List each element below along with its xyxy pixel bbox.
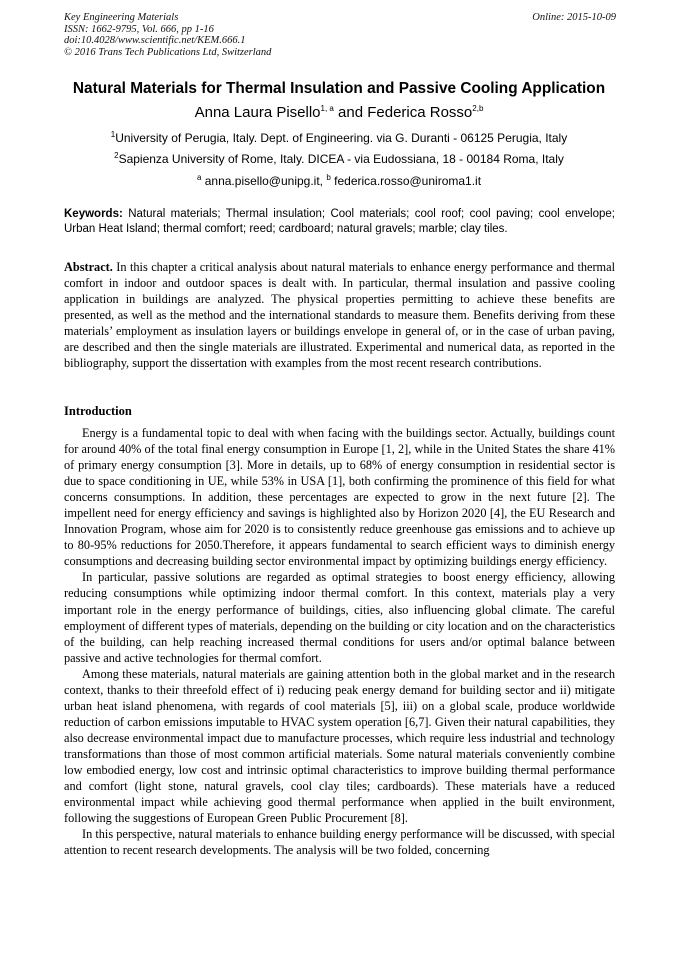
intro-paragraph-2: In particular, passive solutions are regarded as optimal strategies to boost energy efficiency, allowing reducing consumptions while optimizing indoor thermal comfort. In this context, materials play a very important role in the energy performance of buildings, cities, also influencing global climate. The careful employment of different types of materials, depending on the building or city location and on the characteristics of the building, can help reaching increased thermal conditions for users and/or optimal balance between passive and active technologies for thermal comfort.: [64, 570, 615, 665]
affiliation-2-text: Sapienza University of Rome, Italy. DICEA - via Eudossiana, 18 - 00184 Roma, Italy: [118, 152, 564, 166]
journal-info: [64, 12, 344, 58]
email-a-mark: a: [196, 173, 202, 182]
doi: doi:10.4028/www.scientific.net/KEM.666.1: [64, 35, 246, 46]
introduction-heading: Introduction: [64, 404, 132, 418]
affiliation-1: [40, 131, 638, 145]
email-rosso[interactable]: federica.rosso@uniroma1.it: [330, 174, 482, 188]
author-line: [40, 104, 638, 122]
affiliation-1-mark: 1: [110, 130, 116, 139]
author-rosso-affil: 2,b: [472, 104, 484, 113]
intro-paragraph-1: Energy is a fundamental topic to deal with when facing with the buildings sector. Actually, buildings count for around 40% of the total final energy consumption in Europe [1, 2], while in the United States the share 41% of primary energy consumption [3]. More in details, up to 68% of energy consumption in residential sector is due to space conditioning in UE, while 53% in USA [1], both confirming the prominence of this field for what concerns consumptions. In addition, these percentages are expected to grow in the next future [2]. The impellent need for energy efficiency and savings is highlighted also by Horizon 2020 [4], the EU Research and Innovation Program, whose aim for 2020 is to consistently reduce greenhouse gas emissions and to achieve up to 80-95% reductions for 2050.Therefore, it appears fundamental to search efficient ways to diminish energy consumptions and decreasing building sector environmental impact by optimizing buildings energy efficiency.: [64, 426, 615, 569]
abstract: [64, 259, 615, 371]
issn: ISSN: 1662-9795, Vol. 666, pp 1-16: [64, 23, 214, 35]
keywords-label: Keywords:: [64, 208, 123, 220]
email-b-mark: b: [326, 173, 331, 182]
paper-title: Natural Materials for Thermal Insulation and Passive Cooling Application: [72, 80, 606, 97]
keywords: [64, 207, 615, 237]
affiliation-2-mark: 2: [114, 151, 119, 160]
introduction-body: [64, 425, 615, 858]
email-line: [40, 174, 638, 188]
intro-paragraph-3: Among these materials, natural materials are gaining attention both in the global market and in the research context, thanks to their threefold effect of i) reducing peak energy demand for building sector and ii) mitigate urban heat island phenomena, with regards of cool materials [5], iii) on a global scale, produce worldwide reduction of carbon emissions imputable to HVAC system operation [6,7]. Given their natural capabilities, they also decrease environmental impact due to manufacture processes, which require less industrial and technology transformations than those of most common artificial materials. Some natural materials conveniently combine low embodied energy, low cost and intrinsic optimal characteristics to improve building thermal performance and comfort (light stone, natural gravels, cool clay tiles; cardboards). These materials have a reduced environmental impact while achieving good thermal performance when applied in the built environment, following the suggestions of European Green Public Procurement [8].: [64, 666, 615, 826]
online-date: Online: 2015-10-09: [532, 12, 616, 23]
author-connector: and: [333, 104, 368, 121]
author-rosso: Federica Rosso: [367, 104, 473, 121]
abstract-label: Abstract.: [64, 260, 113, 274]
abstract-text: In this chapter a critical analysis about natural materials to enhance energy performance and thermal comfort in indoor and outdoor spaces is dealt with. In particular, thermal insulation and passive cooling application in buildings are analyzed. The physical properties permitting to achieve these benefits are presented, as well as the method and the international standards to measure them. Benefits deriving from these materials’ employment as insulation layers or buildings envelope in general of, or in the case of urban paving, are described and then the single materials are illustrated. Experimental and numerical data, as reported in the bibliography, support the dissertation with examples from the most recent research contributions.: [64, 260, 615, 371]
affiliation-2: [40, 152, 638, 166]
email-pisello[interactable]: anna.pisello@unipg.it,: [201, 174, 327, 188]
copyright: © 2016 Trans Tech Publications Ltd, Switzerland: [64, 46, 272, 58]
affiliation-1-text: University of Perugia, Italy. Dept. of Engineering. via G. Duranti - 06125 Perugia, Italy: [115, 131, 568, 145]
keywords-text: Natural materials; Thermal insulation; Cool materials; cool roof; cool paving; cool envelope; Urban Heat Island; thermal comfort; reed; cardboard; natural gravels; marble; clay tiles.: [64, 208, 615, 235]
author-pisello-affil: 1, a: [320, 104, 334, 113]
journal-name: Key Engineering Materials: [64, 12, 179, 23]
author-pisello: Anna Laura Pisello: [194, 104, 321, 121]
intro-paragraph-4: In this perspective, natural materials to enhance building energy performance will be discussed, with special attention to recent research developments. The analysis will be two folded, concerning: [64, 827, 615, 858]
